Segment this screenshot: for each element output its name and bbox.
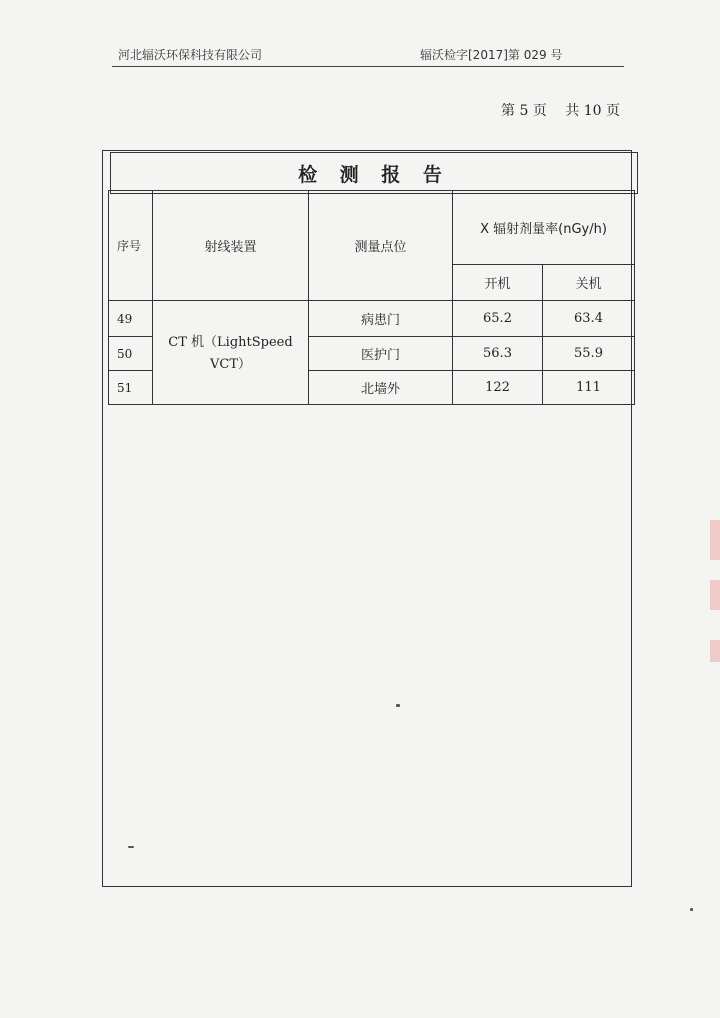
document-number: 辐沃检字[2017]第 029 号 — [420, 48, 563, 62]
row-on: 65.2 — [453, 301, 543, 337]
stamp-edge-mark — [710, 520, 720, 560]
device-name-cell — [153, 301, 309, 405]
table-row — [109, 301, 635, 337]
device-name-line1: CT 机（LightSpeed — [168, 334, 293, 350]
scan-speck — [128, 846, 134, 848]
header-device: 射线装置 — [153, 191, 309, 301]
page-current: 第 5 页 — [501, 103, 547, 119]
company-name: 河北辐沃环保科技有限公司 — [118, 48, 263, 62]
row-point: 医护门 — [309, 337, 453, 371]
row-off: 55.9 — [543, 337, 635, 371]
row-point: 病患门 — [309, 301, 453, 337]
row-seq: 49 — [109, 301, 153, 337]
header-dose-rate: X 辐射剂量率(nGy/h) — [453, 191, 635, 265]
header-off: 关机 — [543, 265, 635, 301]
header-on: 开机 — [453, 265, 543, 301]
scan-speck — [690, 908, 693, 911]
row-point: 北墙外 — [309, 371, 453, 405]
header-point: 测量点位 — [309, 191, 453, 301]
header-seq: 序号 — [109, 191, 153, 301]
report-title: 检 测 报 告 — [110, 152, 638, 194]
table-header-row — [109, 191, 635, 265]
scan-speck — [396, 704, 400, 707]
row-seq: 51 — [109, 371, 153, 405]
stamp-edge-mark — [710, 580, 720, 610]
device-name-line2: VCT） — [209, 356, 251, 372]
page-total: 共 10 页 — [565, 103, 620, 119]
header-divider — [112, 66, 624, 67]
row-on: 122 — [453, 371, 543, 405]
row-on: 56.3 — [453, 337, 543, 371]
row-seq: 50 — [109, 337, 153, 371]
row-off: 63.4 — [543, 301, 635, 337]
dose-rate-table — [108, 190, 635, 405]
page-indicator — [501, 100, 620, 120]
row-off: 111 — [543, 371, 635, 405]
stamp-edge-mark — [710, 640, 720, 662]
